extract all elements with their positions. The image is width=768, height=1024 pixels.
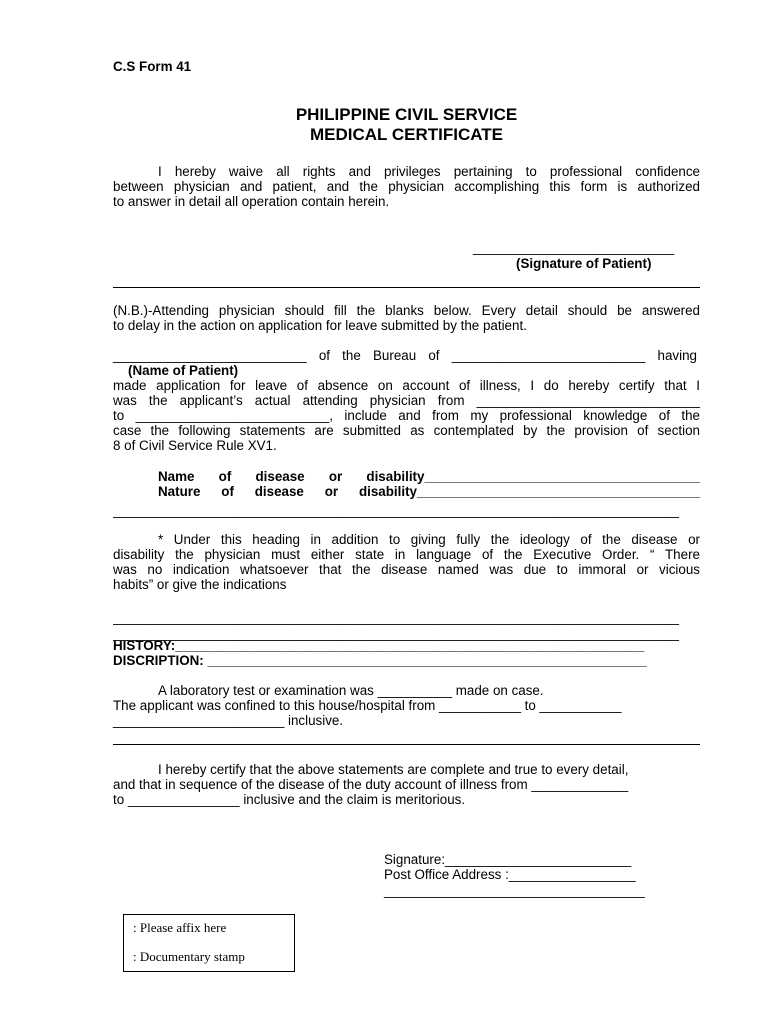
stamp-text: : Please affix here — [133, 920, 227, 935]
post-office-address-field[interactable]: Post Office Address :_________________ — [384, 867, 636, 882]
blank-line[interactable]: ____________________________________________________________________________ — [113, 610, 679, 625]
note-line: was no indication whatsoever that the disease named was due to immoral or vicious — [113, 562, 700, 577]
cert-line-name-bureau[interactable]: __________________________ of the Bureau of __________________________ having — [113, 348, 697, 363]
divider — [113, 744, 700, 745]
patient-signature-label: (Signature of Patient) — [516, 256, 652, 271]
nature-of-disease-field[interactable]: Nature of disease or disability______________________________________ — [158, 484, 700, 499]
note-line: disability the physician must either state in language of the Executive Order. “ There — [113, 547, 700, 562]
patient-signature-line[interactable]: ___________________________ — [473, 240, 675, 255]
nb-line: (N.B.)-Attending physician should fill the blanks below. Every detail should be answered — [113, 303, 700, 318]
history-field[interactable]: HISTORY:_______________________________________________________________ — [113, 638, 645, 653]
stamp-text: : Documentary stamp — [133, 949, 245, 964]
waiver-line: to answer in detail all operation contain herein. — [113, 194, 390, 209]
final-cert-line[interactable]: and that in sequence of the disease of the duty account of illness from _____________ — [113, 777, 629, 792]
name-of-disease-field[interactable]: Name of disease or disability_____________________________________ — [158, 469, 700, 484]
physician-signature-field[interactable]: Signature:_________________________ — [384, 852, 632, 867]
blank-line[interactable]: ____________________________________________________________________________ — [113, 626, 679, 641]
disease-blank-line[interactable]: ____________________________________________________________________________ — [113, 503, 679, 518]
form-number: C.S Form 41 — [113, 59, 192, 74]
title-line-1: PHILIPPINE CIVIL SERVICE — [295, 105, 518, 124]
title-line-2: MEDICAL CERTIFICATE — [310, 125, 503, 144]
final-cert-line: I hereby certify that the above statements are complete and true to every detail, — [158, 762, 629, 777]
lab-test-line[interactable]: A laboratory test or examination was __________ made on case. — [158, 683, 544, 698]
address-extra-line[interactable]: ___________________________________ — [384, 883, 645, 898]
note-line: habits” or give the indications — [113, 577, 287, 592]
cert-line: made application for leave of absence on account of illness, I do hereby certify that I — [113, 378, 700, 393]
final-cert-line[interactable]: to _______________ inclusive and the claim is meritorious. — [113, 792, 466, 807]
inclusive-line[interactable]: _______________________ inclusive. — [113, 713, 344, 728]
documentary-stamp-box — [123, 914, 295, 972]
waiver-line: I hereby waive all rights and privileges pertaining to professional confidence — [158, 164, 700, 179]
cert-line-physician-from[interactable]: was the applicant’s actual attending physician from ______________________________ — [113, 393, 700, 408]
cert-line: 8 of Civil Service Rule XV1. — [113, 438, 277, 453]
waiver-line: between physician and patient, and the physician accomplishing this form is authorized — [113, 179, 700, 194]
cert-line: case the following statements are submitted as contemplated by the provision of section — [113, 423, 700, 438]
divider — [113, 287, 700, 288]
confinement-line[interactable]: The applicant was confined to this house/hospital from ___________ to ___________ — [113, 698, 622, 713]
cert-line-to[interactable]: to __________________________, include and from my professional knowledge of the — [113, 408, 700, 423]
nb-line: to delay in the action on application for leave submitted by the patient. — [113, 318, 527, 333]
description-field[interactable]: DISCRIPTION: ___________________________________________________________ — [113, 653, 647, 668]
note-line: * Under this heading in addition to giving fully the ideology of the disease or — [158, 532, 700, 547]
name-of-patient-label: (Name of Patient) — [128, 363, 239, 378]
